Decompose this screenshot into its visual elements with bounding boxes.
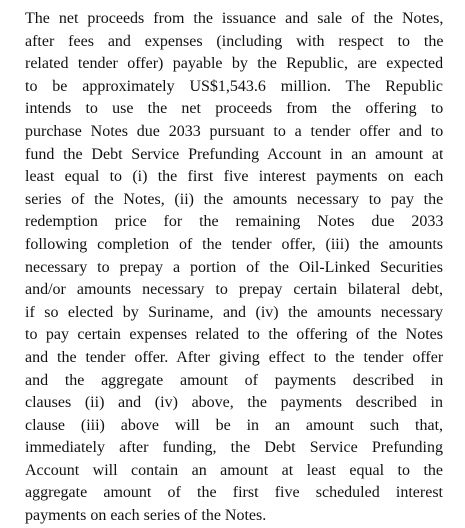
text-line: immediately after funding, the Debt Service Prefunding <box>25 439 443 457</box>
text-line: redemption price for the remaining Notes due 2033 <box>25 213 443 231</box>
text-line: following completion of the tender offer, (iii) the amounts <box>25 235 443 253</box>
text-line: and the tender offer. After giving effect to the tender offer <box>25 348 443 366</box>
text-line: necessary to prepay a portion of the Oil-Linked Securities <box>25 258 443 276</box>
text-line: purchase Notes due 2033 pursuant to a tender offer and to <box>25 122 443 140</box>
text-line: least equal to (i) the first five interest payments on each <box>25 168 443 186</box>
text-line: series of the Notes, (ii) the amounts necessary to pay the <box>25 190 443 208</box>
text-line: clause (iii) above will be in an amount such that, <box>25 416 443 434</box>
text-line: fund the Debt Service Prefunding Account in an amount at <box>25 145 443 163</box>
text-line: Account will contain an amount at least equal to the <box>25 461 443 479</box>
text-line: to be approximately US$1,543.6 million. The Republic <box>25 77 443 95</box>
text-line: The net proceeds from the issuance and sale of the Notes, <box>25 10 443 27</box>
text-line-last: payments on each series of the Notes. <box>25 507 267 525</box>
body-paragraph <box>25 8 443 528</box>
text-line: to pay certain expenses related to the offering of the Notes <box>25 326 443 344</box>
text-line: if so elected by Suriname, and (iv) the amounts necessary <box>25 303 443 321</box>
text-line: aggregate amount of the first five scheduled interest <box>25 484 443 502</box>
text-line: related tender offer) payable by the Republic, are expected <box>25 55 443 73</box>
text-line: intends to use the net proceeds from the offering to <box>25 100 443 118</box>
text-line: clauses (ii) and (iv) above, the payments described in <box>25 394 443 412</box>
text-line: after fees and expenses (including with respect to the <box>25 32 443 50</box>
text-line: and the aggregate amount of payments described in <box>25 371 443 389</box>
text-line: and/or amounts necessary to prepay certain bilateral debt, <box>25 281 443 299</box>
